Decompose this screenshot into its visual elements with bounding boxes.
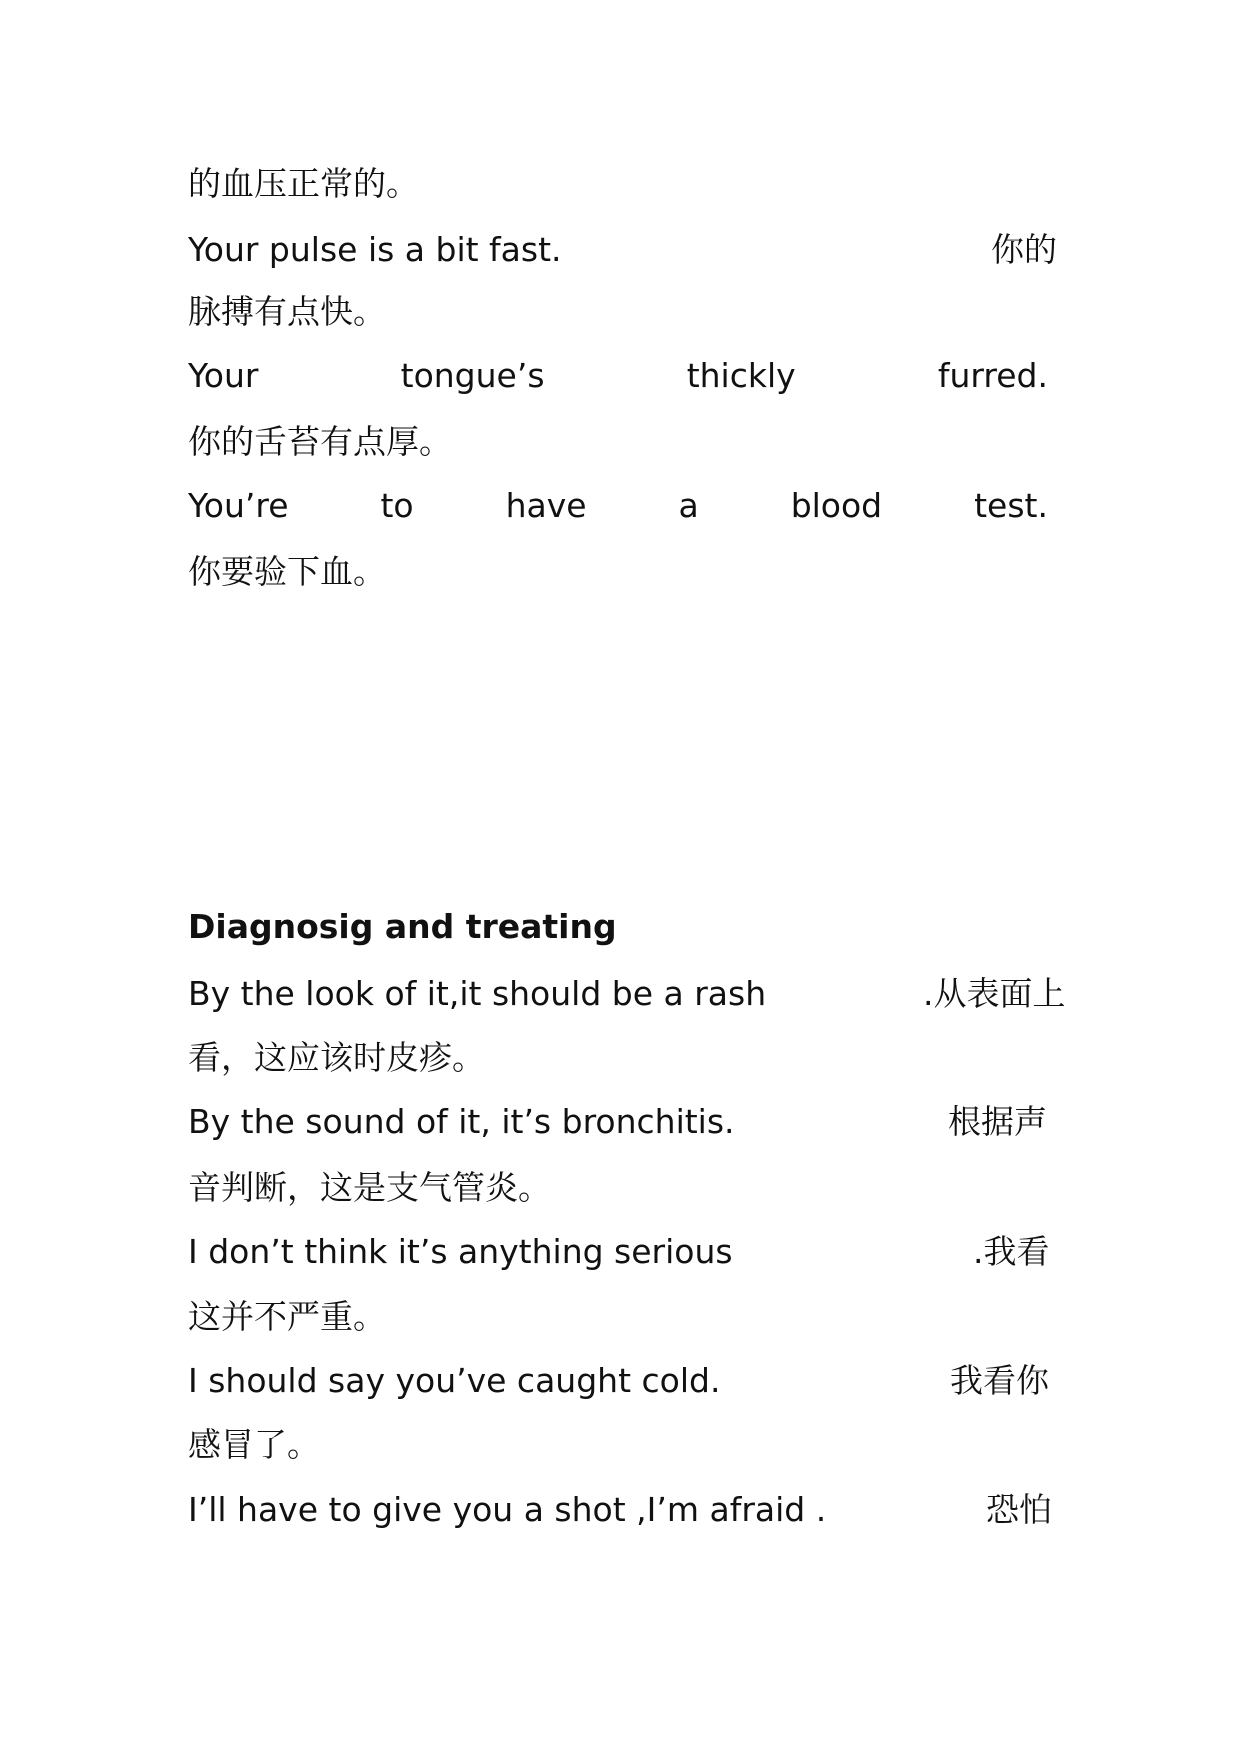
english-sentence: By the sound of it, it’s bronchitis. <box>188 1102 735 1141</box>
text-line <box>188 1026 1068 1090</box>
word: thickly <box>686 356 796 395</box>
word: furred. <box>937 356 1048 395</box>
chinese-text: 你的舌苔有点厚。 <box>188 422 452 461</box>
text-line <box>188 280 1068 344</box>
section-heading <box>188 895 1068 959</box>
chinese-text: 这并不严重。 <box>188 1297 386 1336</box>
word: have <box>505 486 587 525</box>
chinese-text: .我看 <box>973 1232 1050 1271</box>
word: blood <box>790 486 883 525</box>
english-sentence: I don’t think it’s anything serious <box>188 1232 733 1271</box>
english-sentence: Your pulse is a bit fast. <box>188 230 562 269</box>
justified-line <box>188 344 1048 408</box>
text-line <box>188 1090 1068 1154</box>
text-line <box>188 1478 1068 1542</box>
text-line <box>188 1285 1068 1349</box>
chinese-text: 看，这应该时皮疹。 <box>188 1038 485 1077</box>
word: tongue’s <box>400 356 545 395</box>
word: a <box>678 486 699 525</box>
word: test. <box>974 486 1048 525</box>
word: You’re <box>188 486 289 525</box>
chinese-text: 感冒了。 <box>188 1425 320 1464</box>
chinese-text: .从表面上 <box>923 974 1066 1013</box>
text-line <box>188 1349 1068 1413</box>
text-line <box>188 1413 1068 1477</box>
heading-text: Diagnosig and treating <box>188 907 617 946</box>
word: to <box>380 486 414 525</box>
justified-line <box>188 474 1048 538</box>
text-line <box>188 1220 1068 1284</box>
chinese-text: 的血压正常的。 <box>188 164 419 203</box>
text-line <box>188 218 1068 282</box>
chinese-text: 你要验下血。 <box>188 552 386 591</box>
text-line <box>188 962 1068 1026</box>
chinese-text: 我看你 <box>950 1361 1049 1400</box>
english-sentence: By the look of it,it should be a rash <box>188 974 767 1013</box>
english-sentence: I’ll have to give you a shot ,I’m afraid . <box>188 1490 827 1529</box>
chinese-text: 脉搏有点快。 <box>188 292 386 331</box>
word: Your <box>188 356 259 395</box>
chinese-text: 你的 <box>991 230 1057 269</box>
text-line <box>188 410 1068 474</box>
chinese-text: 根据声 <box>948 1102 1047 1141</box>
text-line <box>188 540 1068 604</box>
english-sentence: I should say you’ve caught cold. <box>188 1361 721 1400</box>
chinese-text: 恐怕 <box>986 1490 1052 1529</box>
chinese-text: 音判断，这是支气管炎。 <box>188 1168 551 1207</box>
text-line <box>188 1156 1068 1220</box>
text-line <box>188 152 1068 216</box>
